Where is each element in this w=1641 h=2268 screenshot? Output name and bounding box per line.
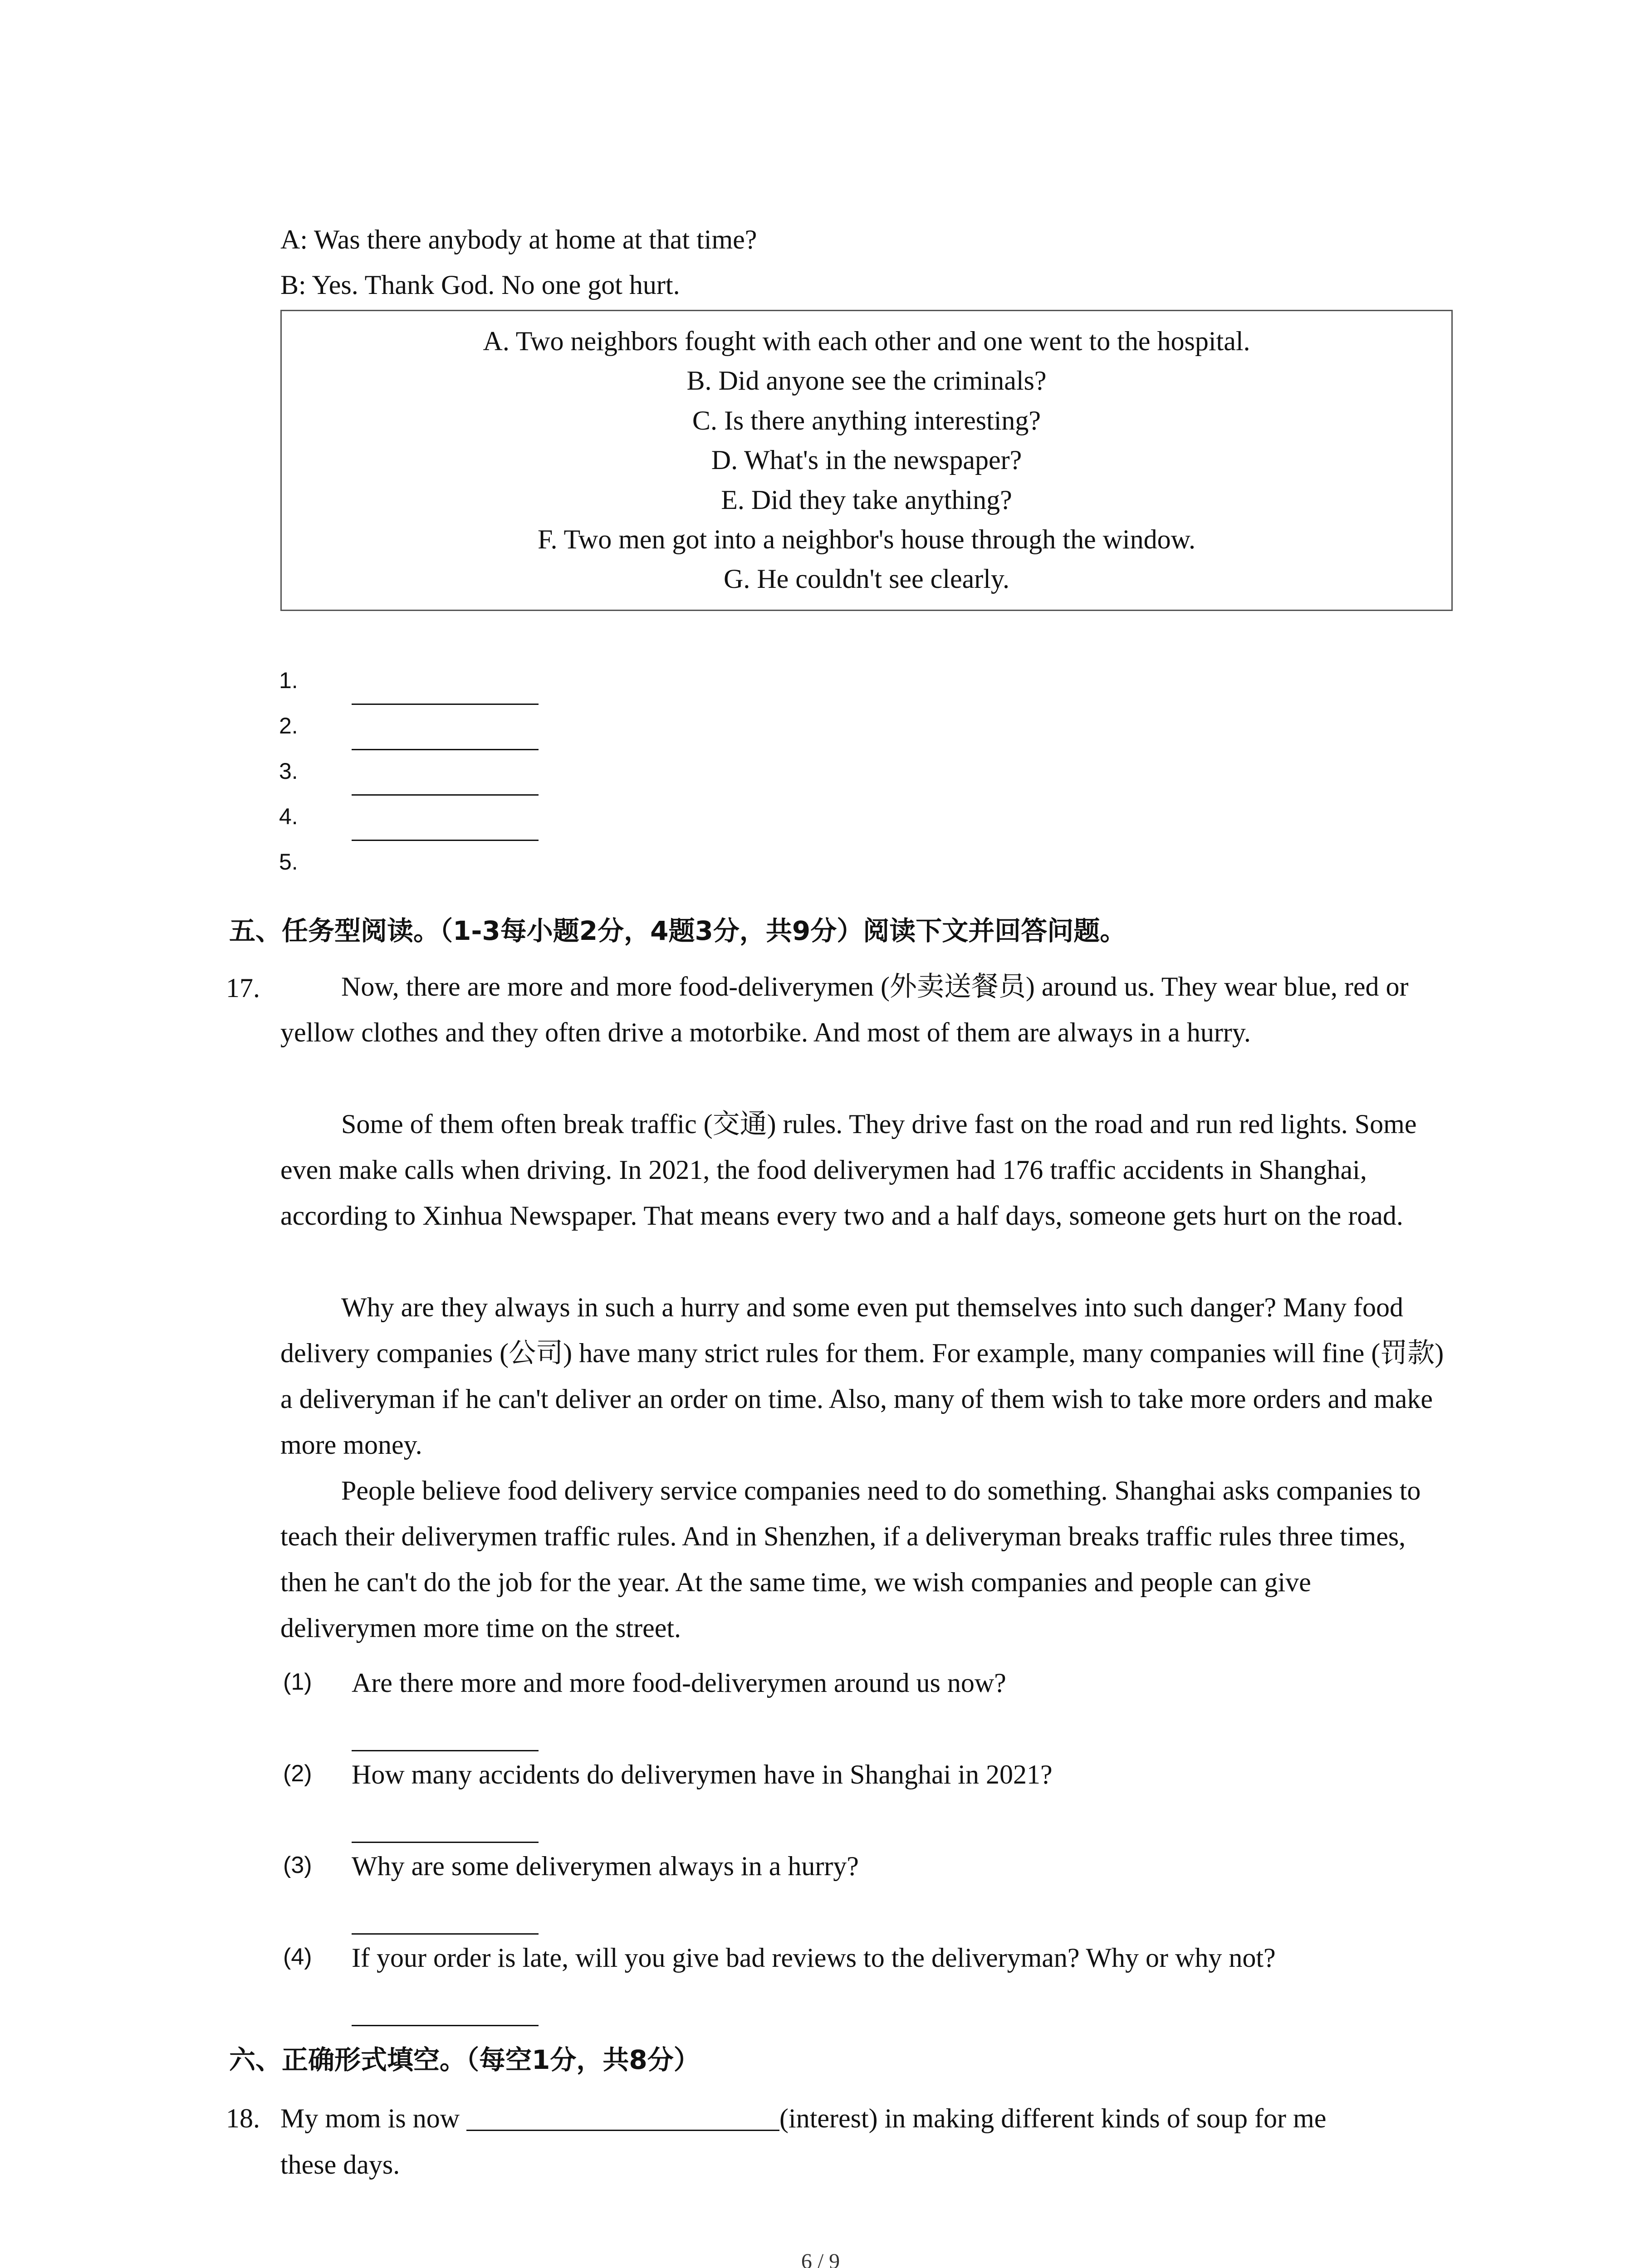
- section-6-heading: 六、正确形式填空。（每空1分，共8分）: [229, 2044, 700, 2075]
- sub-question-1-answer-blank[interactable]: [352, 1750, 539, 1751]
- answer-blank-2[interactable]: [352, 749, 539, 750]
- sub-question-1-text: Are there more and more food-deliverymen around us now?: [352, 1668, 1006, 1698]
- dialogue-line-b: B: Yes. Thank God. No one got hurt.: [280, 270, 680, 300]
- page-number: 6 / 9: [801, 2249, 840, 2268]
- question-18-line-1: [280, 2105, 1326, 2132]
- sub-question-4-number: (4): [283, 1944, 312, 1970]
- option-d: D. What's in the newspaper?: [711, 445, 1022, 475]
- sub-question-2-text: How many accidents do deliverymen have in Shanghai in 2021?: [352, 1760, 1053, 1789]
- option-g: G. He couldn't see clearly.: [724, 564, 1009, 594]
- option-c: C. Is there anything interesting?: [692, 406, 1041, 435]
- sub-question-2-answer-blank[interactable]: [352, 1842, 539, 1843]
- answer-blank-3[interactable]: [352, 794, 539, 796]
- passage-paragraph-4: People believe food delivery service companies need to do something. Shanghai asks companies to teach their deliverymen traffic rules. And in Shenzhen, if a deliveryman breaks traffic rules three times, then he can't do the job for the year. At the same time, we wish companies and people can give deliverymen more time on the street.: [280, 1476, 1421, 1643]
- option-a: A. Two neighbors fought with each other and one went to the hospital.: [483, 326, 1250, 356]
- options-box: [280, 310, 1453, 611]
- question-18-number: 18.: [226, 2103, 260, 2133]
- option-b: B. Did anyone see the criminals?: [686, 366, 1047, 396]
- passage-paragraph-3: Why are they always in such a hurry and some even put themselves into such danger? Many food delivery companies (公司) have many strict rules for them. For example, many companies will fine (罚款) a deliveryman if he can't deliver an order on time. Also, many of them wish to take more orders and make more money.: [280, 1292, 1444, 1460]
- passage-paragraph-2: Some of them often break traffic (交通) rules. They drive fast on the road and run red lights. Some even make calls when driving. In 2021, the food deliverymen had 176 traffic accidents in Shanghai, according to Xinhua Newspaper. That means every two and a half days, someone gets hurt on the road.: [280, 1109, 1417, 1231]
- sub-question-3-text: Why are some deliverymen always in a hurry?: [352, 1851, 859, 1881]
- sub-question-4-text: If your order is late, will you give bad reviews to the deliveryman? Why or why not?: [352, 1943, 1276, 1973]
- sub-question-2-number: (2): [283, 1760, 312, 1787]
- blank-number-3: 3.: [279, 758, 298, 784]
- dialogue-line-a: A: Was there anybody at home at that time?: [280, 225, 757, 254]
- blank-number-4: 4.: [279, 804, 298, 829]
- sub-question-3-number: (3): [283, 1852, 312, 1878]
- answer-blank-4[interactable]: [352, 840, 539, 841]
- question-17-number: 17.: [226, 973, 260, 1003]
- answer-blank-1[interactable]: [352, 704, 539, 705]
- question-18-text-after: (interest) in making different kinds of soup for me: [779, 2103, 1327, 2133]
- passage-paragraph-1: Now, there are more and more food-deliverymen (外卖送餐员) around us. They wear blue, red or yellow clothes and they often drive a motorbike. And most of them are always in a hurry.: [280, 972, 1409, 1047]
- option-f: F. Two men got into a neighbor's house through the window.: [537, 524, 1196, 554]
- blank-number-5: 5.: [279, 849, 298, 875]
- sub-question-1-number: (1): [283, 1669, 312, 1695]
- section-5-heading: 五、任务型阅读。（1-3每小题2分，4题3分，共9分）阅读下文并回答问题。: [229, 915, 1127, 946]
- question-18-answer-blank[interactable]: [466, 2105, 779, 2131]
- question-18-line-2: these days.: [280, 2150, 400, 2180]
- question-18-text-before: My mom is now: [280, 2103, 467, 2133]
- blank-number-1: 1.: [279, 668, 298, 693]
- sub-question-4-answer-blank[interactable]: [352, 2025, 539, 2026]
- blank-number-2: 2.: [279, 713, 298, 738]
- option-e: E. Did they take anything?: [721, 485, 1012, 515]
- sub-question-3-answer-blank[interactable]: [352, 1933, 539, 1935]
